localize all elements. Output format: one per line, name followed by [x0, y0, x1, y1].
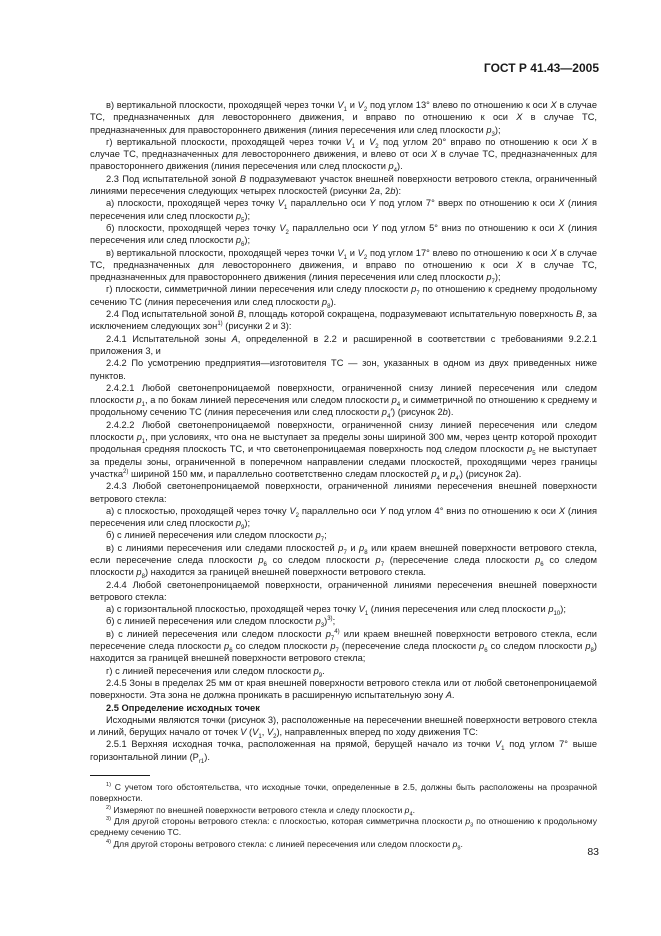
paragraph: Исходными являются точки (рисунок 3), расположенные на пересечении внешней поверхности ветрового стекла и линий, берущих начало от точек V ($V_1$, $V_2$), направленных вперед по ходу движения ТС: [90, 714, 597, 740]
paragraph-list [90, 99, 597, 763]
paragraph: б) с линией пересечения или следом плоскости $p_3)^{3)}$; [106, 616, 336, 630]
paragraph: 2.4.1 Испытательной зоны A, определенной в 2.2 и расширенной в соответствии с требованиями 9.2.2.1 приложения 3, и [90, 333, 597, 356]
paragraph: 2.4 Под испытательной зоной B, площадь которой сокращена, подразумевают испытательную поверхность B, за исключением следующих зон$^{1)}$ (рисунки 2 и 3): [90, 309, 597, 332]
standard-header: ГОСТ Р 41.43—2005 [483, 61, 599, 75]
paragraph: 2.4.3 Любой светонепроницаемой поверхности, ограниченной линиями пересечения внешней поверхности ветрового стекла: [90, 481, 597, 504]
paragraph: 2.5.1 Верхняя исходная точка, расположенная на прямой, берущей начало из точки $V_1$ под углом 7° выше горизонтальной линии $(P_{r1})$. [90, 739, 597, 765]
paragraph: г) с линией пересечения или следом плоскости $p_9$. [106, 665, 325, 679]
paragraph: г) вертикальной плоскости, проходящей через точки $V_1$ и $V_2$ под углом 20° вправо по отношению к оси X в случае ТС, предназначенных для левостороннего движения, и влево от оси X в случае ТС, предназначенных для правостороннего движения (линия пересечения или след плоскости $p_4$). [90, 136, 598, 175]
footnote: $^{1)}$ С учетом того обстоятельства, что исходные точки, определенные в 2.5, должны быть расположены на прозрачной поверхности. [90, 782, 597, 804]
paragraph: в) с линией пересечения или следом плоскости $p_7^{4)}$ или краем внешней поверхности ветрового стекла, если пересечение следа плоскости $p_6$ со следом плоскости $p_7$ (пересечение следа плоскости $p_6$ со следом плоскости $p_8$) находится за границей внешней поверхности ветрового стекла; [90, 628, 598, 664]
paragraph: в) с линиями пересечения или следами плоскостей $p_7$ и $p_8$ или краем внешней поверхности ветрового стекла, если пересечение следа плоскости $p_6$ со следом плоскости $p_7$ (пересечение следа плоскости $p_6$ со следом плоскости $p_8$) находится за границей внешней поверхности ветрового стекла. [90, 542, 598, 581]
paragraph: 2.4.5 Зоны в пределах 25 мм от края внешней поверхности ветрового стекла или от любой светонепроницаемой поверхности. Эта зона не должна проникать в расширенную испытательную зону A. [90, 677, 597, 701]
paragraph: 2.4.4 Любой светонепроницаемой поверхности, ограниченной линиями пересечения внешней поверхности ветрового стекла: [90, 579, 597, 602]
paragraph: а) плоскости, проходящей через точку $V_1$ параллельно оси Y под углом 7° вверх по отношению к оси X (линия пересечения или след плоскости $p_5$); [90, 198, 597, 224]
paragraph: в) вертикальной плоскости, проходящей через точки $V_1$ и $V_2$ под углом 13° влево по отношению к оси X в случае ТС, предназначенных для левостороннего движения, и вправо по отношению к оси X в случае ТС, предназначенных для правостороннего движения (линия пересечения или след плоскости $p_3$); [90, 100, 598, 138]
paragraph: б) с линией пересечения или следом плоскости $p_7$; [106, 530, 327, 544]
footnote: $^{4)}$ Для другой стороны ветрового стекла: с линией пересечения или следом плоскости $p_8$. [106, 838, 463, 852]
paragraph: б) плоскости, проходящей через точку $V_2$ параллельно оси Y под углом 5° вниз по отношению к оси X (линия пересечения или след плоскости $p_6$); [90, 222, 597, 249]
paragraph: а) с плоскостью, проходящей через точку $V_2$ параллельно оси Y под углом 4° вниз по отношению к оси X (линия пересечения или след плоскости $p_9$); [90, 505, 597, 531]
footnote: $^{2)}$ Измеряют по внешней поверхности ветрового стекла и следу плоскости $p_4$. [106, 804, 415, 818]
paragraph: 2.3 Под испытательной зоной B подразумевают участок внешней поверхности ветрового стекла, ограниченный линиями пересечения следующих четырех плоскостей (рисунки 2a, 2b): [90, 173, 597, 197]
paragraph: а) с горизонтальной плоскостью, проходящей через точку $V_1$ (линия пересечения или след плоскости $p_{10}$); [106, 604, 566, 618]
footnote-list [90, 782, 597, 850]
footnote-separator [90, 775, 150, 776]
paragraph: г) плоскости, симметричной линии пересечения или следу плоскости $p_7$ по отношению к среднему продольному сечению ТС (линия пересечения или след плоскости $p_8$). [90, 284, 597, 310]
paragraph: в) вертикальной плоскости, проходящей через точки $V_1$ и $V_2$ под углом 17° влево по отношению к оси X в случае ТС, предназначенных для левостороннего движения, и вправо по отношению к оси X в случае ТС, предназначенных для правостороннего движения (линия пересечения или след плоскости $p_7$); [90, 247, 598, 286]
section-heading: 2.5 Определение исходных точек [106, 702, 260, 713]
paragraph: 2.4.2.2 Любой светонепроницаемой поверхности, ограниченной снизу линией пересечения или следом плоскости $p_1$, при условиях, что она не выступает за пределы зоны шириной 300 мм, через центр которой проходит продольная средняя плоскость ТС, и что светонепроницаемая поверхность под следом плоскости $p_5$ не выступает за пределы зоны, ограниченной в поперечном направлении следами плоскостей, проходящими через границы участка$^{2)}$ шириной 150 мм, и параллельно соответственно следам плоскостей $p_4$ и $p_{4'}$) (рисунок 2a). [90, 419, 598, 482]
paragraph: 2.4.2 По усмотрению предприятия—изготовителя ТС — зон, указанных в одном из двух приведенных ниже пунктов. [90, 358, 597, 381]
paragraph: 2.4.2.1 Любой светонепроницаемой поверхности, ограниченной снизу линией пересечения или следом плоскости $p_1$, а по бокам линией пересечения или следом плоскости $p_4$ и симметричной по отношению к среднему и продольному сечению ТС (линия пересечения или след плоскости $p_4'$) (рисунок 2b). [90, 382, 597, 421]
document-body [90, 99, 597, 850]
footnote: $^{3)}$ Для другой стороны ветрового стекла: с плоскостью, которая симметрична плоскости $p_3$ по отношению к продольному среднему сечению ТС. [90, 815, 597, 838]
page-number: 83 [587, 846, 599, 858]
